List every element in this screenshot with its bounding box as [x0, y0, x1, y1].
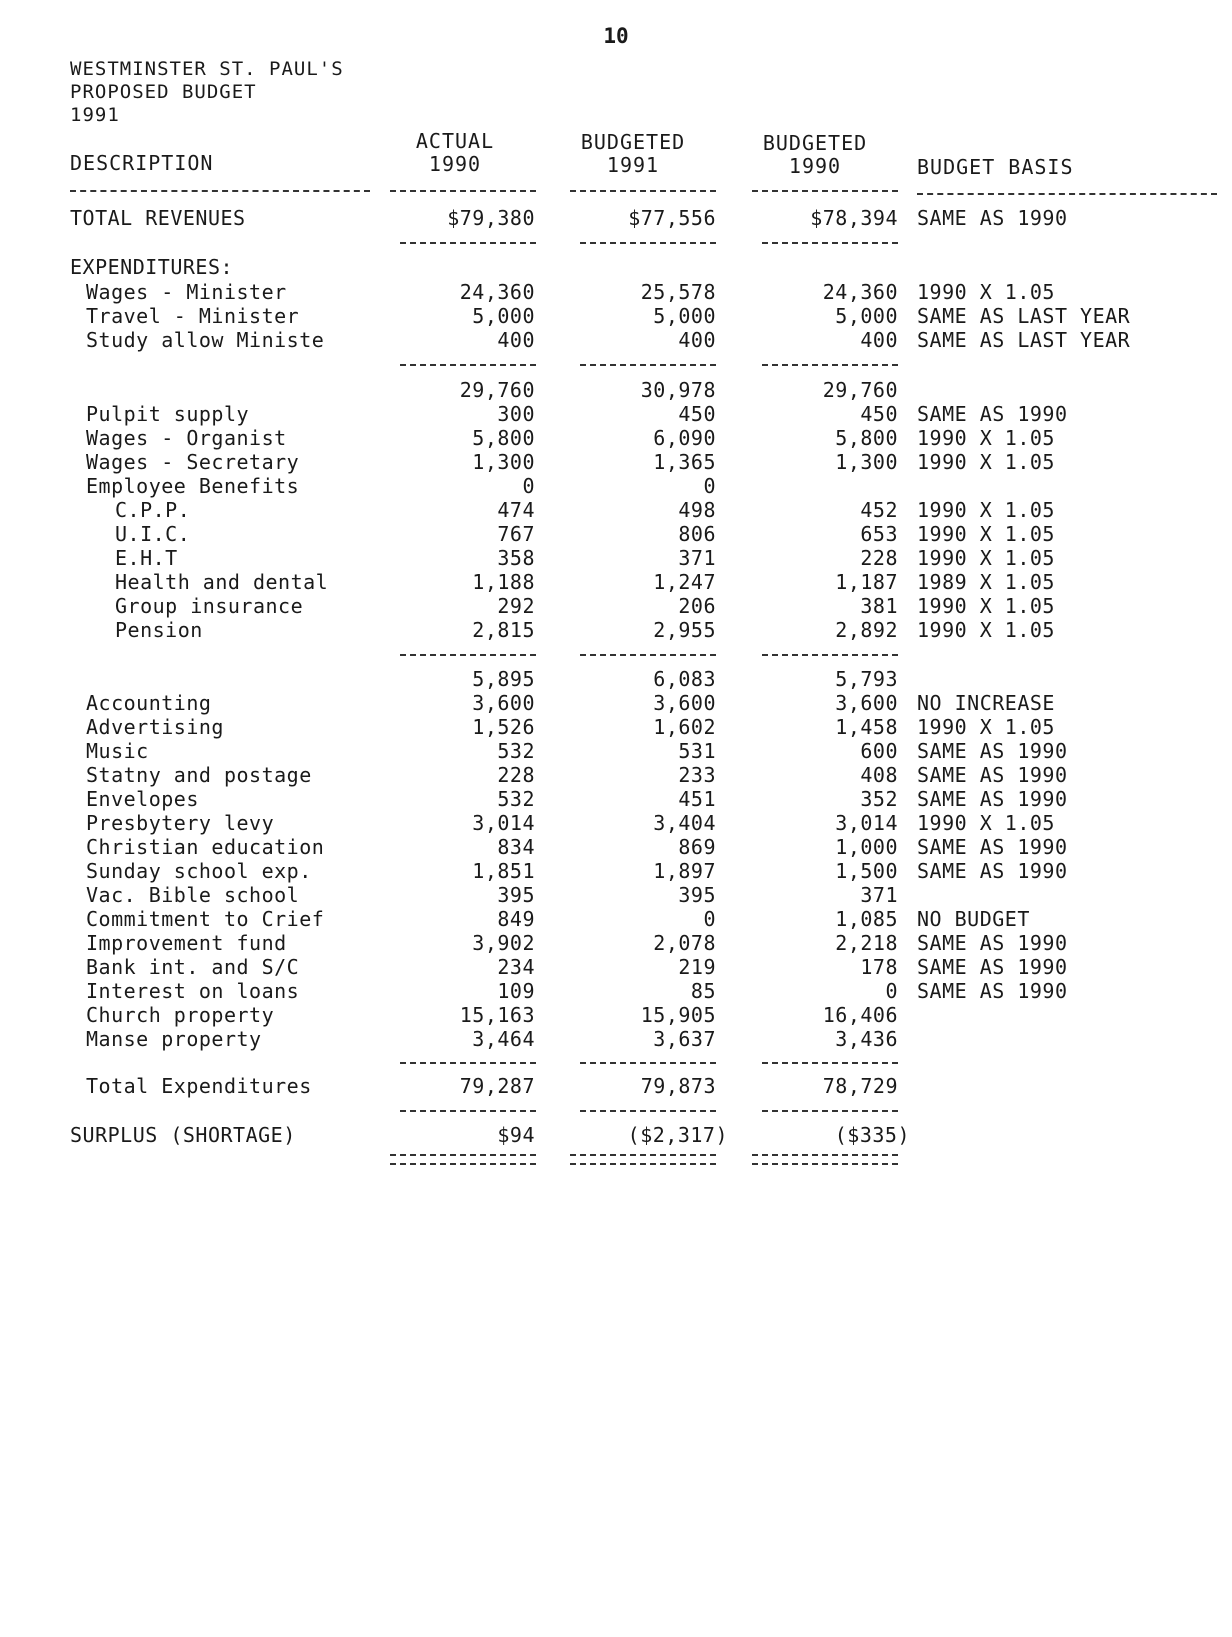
- table-row: [0, 594, 1232, 618]
- budget-basis: SAME AS LAST YEAR: [917, 328, 1131, 352]
- budget-basis: 1990 X 1.05: [917, 280, 1055, 304]
- row-description: E.H.T: [115, 546, 178, 570]
- budgeted-1990: 228: [860, 546, 898, 570]
- subtotal-rule: [400, 654, 536, 656]
- actual-1990: $94: [497, 1123, 535, 1147]
- actual-1990: 1,188: [472, 570, 535, 594]
- col-header-budgeted-1991-year: 1991: [606, 153, 660, 177]
- budgeted-1990: 16,406: [822, 1003, 898, 1027]
- budget-basis: 1990 X 1.05: [917, 594, 1055, 618]
- budget-basis: 1990 X 1.05: [917, 715, 1055, 739]
- surplus-row: [0, 1123, 1232, 1147]
- budgeted-1991: 869: [678, 835, 716, 859]
- table-row: [0, 570, 1232, 594]
- table-row: [0, 206, 1232, 230]
- table-row: [0, 835, 1232, 859]
- actual-1990: 1,300: [472, 450, 535, 474]
- budget-basis: SAME AS 1990: [917, 859, 1068, 883]
- budgeted-1990: 1,458: [835, 715, 898, 739]
- subtotal-rule: [762, 242, 898, 244]
- budgeted-1991: 15,905: [640, 1003, 716, 1027]
- budget-basis: SAME AS 1990: [917, 931, 1068, 955]
- budgeted-1991: 1,247: [653, 570, 716, 594]
- budgeted-1990: 653: [860, 522, 898, 546]
- table-row: [0, 546, 1232, 570]
- double-rule: [752, 1154, 898, 1165]
- budget-basis: SAME AS 1990: [917, 955, 1068, 979]
- table-row: [0, 955, 1232, 979]
- col-header-actual: ACTUAL: [415, 129, 495, 153]
- actual-1990: 5,895: [472, 667, 535, 691]
- row-description: Wages - Minister: [86, 280, 287, 304]
- budgeted-1990: 371: [860, 883, 898, 907]
- double-rule: [390, 1154, 536, 1165]
- budget-basis: NO BUDGET: [917, 907, 1030, 931]
- subtotal-rule: [580, 654, 716, 656]
- doc-title: PROPOSED BUDGET: [70, 81, 257, 103]
- budgeted-1990: 381: [860, 594, 898, 618]
- budget-basis: SAME AS 1990: [917, 787, 1068, 811]
- table-row: [0, 498, 1232, 522]
- actual-1990: 2,815: [472, 618, 535, 642]
- subtotal-rule: [400, 1110, 536, 1112]
- row-description: SURPLUS (SHORTAGE): [70, 1123, 296, 1147]
- budgeted-1991: 25,578: [640, 280, 716, 304]
- budgeted-1991: 400: [678, 328, 716, 352]
- table-row: [0, 763, 1232, 787]
- budgeted-1991: 3,404: [653, 811, 716, 835]
- actual-1990: $79,380: [447, 206, 535, 230]
- col-header-basis: BUDGET BASIS: [917, 155, 1074, 179]
- budgeted-1991: 3,600: [653, 691, 716, 715]
- actual-1990: 15,163: [459, 1003, 535, 1027]
- col-header-actual-year: 1990: [428, 152, 482, 176]
- budgeted-1991: 79,873: [640, 1074, 716, 1098]
- row-description: Improvement fund: [86, 931, 287, 955]
- header-rule: [570, 190, 716, 192]
- budgeted-1991: 6,083: [653, 667, 716, 691]
- table-row: [0, 859, 1232, 883]
- actual-1990: 834: [497, 835, 535, 859]
- budgeted-1990: 3,600: [835, 691, 898, 715]
- budgeted-1991: 2,078: [653, 931, 716, 955]
- subtotal-rule: [762, 364, 898, 366]
- row-description: Travel - Minister: [86, 304, 300, 328]
- table-row: [0, 618, 1232, 642]
- total-row: [0, 1074, 1232, 1098]
- budget-basis: 1990 X 1.05: [917, 522, 1055, 546]
- budgeted-1991: 6,090: [653, 426, 716, 450]
- row-description: Total Expenditures: [86, 1074, 312, 1098]
- row-description: Church property: [86, 1003, 275, 1027]
- budgeted-1990: 1,085: [835, 907, 898, 931]
- budgeted-1990: 400: [860, 328, 898, 352]
- table-row: [0, 450, 1232, 474]
- budgeted-1991: 451: [678, 787, 716, 811]
- col-header-budgeted-1990-year: 1990: [788, 154, 842, 178]
- subtotal-rule: [580, 1110, 716, 1112]
- actual-1990: 400: [497, 328, 535, 352]
- table-row: [0, 328, 1232, 352]
- col-header-budgeted-1991: BUDGETED: [580, 130, 686, 154]
- actual-1990: 767: [497, 522, 535, 546]
- budget-basis: 1990 X 1.05: [917, 546, 1055, 570]
- subtotal-rule: [580, 242, 716, 244]
- budgeted-1991: 206: [678, 594, 716, 618]
- budget-basis: SAME AS 1990: [917, 763, 1068, 787]
- table-row: [0, 715, 1232, 739]
- actual-1990: 5,000: [472, 304, 535, 328]
- budgeted-1990: 2,892: [835, 618, 898, 642]
- subtotal-rule: [762, 1062, 898, 1064]
- budgeted-1991: 233: [678, 763, 716, 787]
- table-row: [0, 402, 1232, 426]
- budget-basis: SAME AS 1990: [917, 206, 1068, 230]
- budgeted-1990: ($335): [834, 1123, 910, 1147]
- budgeted-1991: 450: [678, 402, 716, 426]
- subtotal-row: [0, 378, 1232, 402]
- budgeted-1991: 0: [703, 474, 716, 498]
- actual-1990: 1,526: [472, 715, 535, 739]
- budgeted-1990: 0: [885, 979, 898, 1003]
- subtotal-rule: [762, 1110, 898, 1112]
- row-description: Pension: [115, 618, 203, 642]
- row-description: Group insurance: [115, 594, 304, 618]
- budgeted-1990: 1,000: [835, 835, 898, 859]
- table-row: [0, 931, 1232, 955]
- budgeted-1991: ($2,317): [627, 1123, 728, 1147]
- double-rule: [570, 1154, 716, 1165]
- header-rule: [917, 193, 1217, 195]
- table-row: [0, 739, 1232, 763]
- budgeted-1990: $78,394: [810, 206, 898, 230]
- budgeted-1991: 1,897: [653, 859, 716, 883]
- subtotal-rule: [400, 1062, 536, 1064]
- subtotal-rule: [580, 364, 716, 366]
- row-description: TOTAL REVENUES: [70, 206, 246, 230]
- actual-1990: 3,014: [472, 811, 535, 835]
- page-number: 10: [603, 24, 629, 48]
- row-description: Envelopes: [86, 787, 199, 811]
- budgeted-1990: 3,436: [835, 1027, 898, 1051]
- table-row: [0, 691, 1232, 715]
- header-rule: [70, 190, 370, 192]
- actual-1990: 1,851: [472, 859, 535, 883]
- budgeted-1990: 29,760: [822, 378, 898, 402]
- subtotal-rule: [580, 1062, 716, 1064]
- table-row: [0, 522, 1232, 546]
- table-row: [0, 811, 1232, 835]
- budget-basis: 1989 X 1.05: [917, 570, 1055, 594]
- actual-1990: 228: [497, 763, 535, 787]
- budget-basis: SAME AS LAST YEAR: [917, 304, 1131, 328]
- table-row: [0, 304, 1232, 328]
- budgeted-1990: 1,300: [835, 450, 898, 474]
- org-name: WESTMINSTER ST. PAUL'S: [70, 58, 344, 80]
- row-description: Vac. Bible school: [86, 883, 300, 907]
- actual-1990: 532: [497, 787, 535, 811]
- actual-1990: 234: [497, 955, 535, 979]
- row-description: Employee Benefits: [86, 474, 300, 498]
- budgeted-1990: 450: [860, 402, 898, 426]
- table-row: [0, 883, 1232, 907]
- row-description: C.P.P.: [115, 498, 191, 522]
- budget-basis: NO INCREASE: [917, 691, 1055, 715]
- row-description: Pulpit supply: [86, 402, 250, 426]
- actual-1990: 0: [522, 474, 535, 498]
- row-description: Study allow Ministe: [86, 328, 325, 352]
- actual-1990: 3,600: [472, 691, 535, 715]
- budgeted-1991: 371: [678, 546, 716, 570]
- table-row: [0, 280, 1232, 304]
- row-description: Interest on loans: [86, 979, 300, 1003]
- subtotal-rule: [400, 242, 536, 244]
- budgeted-1991: 806: [678, 522, 716, 546]
- actual-1990: 292: [497, 594, 535, 618]
- budgeted-1990: 2,218: [835, 931, 898, 955]
- table-row: [0, 1027, 1232, 1051]
- actual-1990: 300: [497, 402, 535, 426]
- actual-1990: 79,287: [459, 1074, 535, 1098]
- table-row: [0, 907, 1232, 931]
- row-description: Wages - Secretary: [86, 450, 300, 474]
- budgeted-1991: 5,000: [653, 304, 716, 328]
- table-row: [0, 787, 1232, 811]
- actual-1990: 395: [497, 883, 535, 907]
- budgeted-1991: 0: [703, 907, 716, 931]
- actual-1990: 3,902: [472, 931, 535, 955]
- row-description: EXPENDITURES:: [70, 255, 234, 279]
- row-description: U.I.C.: [115, 522, 191, 546]
- row-description: Bank int. and S/C: [86, 955, 300, 979]
- budgeted-1990: 5,000: [835, 304, 898, 328]
- row-description: Health and dental: [115, 570, 329, 594]
- budgeted-1990: 24,360: [822, 280, 898, 304]
- budgeted-1991: 1,365: [653, 450, 716, 474]
- budgeted-1990: 5,793: [835, 667, 898, 691]
- budget-basis: 1990 X 1.05: [917, 618, 1055, 642]
- row-description: Commitment to Crief: [86, 907, 325, 931]
- subtotal-rule: [400, 364, 536, 366]
- budgeted-1990: 352: [860, 787, 898, 811]
- actual-1990: 358: [497, 546, 535, 570]
- budgeted-1990: 600: [860, 739, 898, 763]
- subtotal-row: [0, 667, 1232, 691]
- header-rule: [752, 190, 898, 192]
- table-row: [0, 474, 1232, 498]
- budgeted-1991: 2,955: [653, 618, 716, 642]
- budgeted-1991: 498: [678, 498, 716, 522]
- budgeted-1990: 1,500: [835, 859, 898, 883]
- budgeted-1990: 178: [860, 955, 898, 979]
- header-rule: [390, 190, 536, 192]
- table-row: [0, 426, 1232, 450]
- budget-basis: SAME AS 1990: [917, 835, 1068, 859]
- budgeted-1991: 30,978: [640, 378, 716, 402]
- col-header-budgeted-1990: BUDGETED: [762, 131, 868, 155]
- budget-basis: 1990 X 1.05: [917, 426, 1055, 450]
- actual-1990: 5,800: [472, 426, 535, 450]
- budgeted-1991: 395: [678, 883, 716, 907]
- row-description: Christian education: [86, 835, 325, 859]
- actual-1990: 29,760: [459, 378, 535, 402]
- subtotal-rule: [762, 654, 898, 656]
- budget-basis: SAME AS 1990: [917, 739, 1068, 763]
- budgeted-1990: 5,800: [835, 426, 898, 450]
- col-header-description: DESCRIPTION: [70, 151, 214, 175]
- row-description: Manse property: [86, 1027, 262, 1051]
- budget-basis: SAME AS 1990: [917, 402, 1068, 426]
- table-row: [0, 1003, 1232, 1027]
- budgeted-1991: 219: [678, 955, 716, 979]
- budget-basis: 1990 X 1.05: [917, 811, 1055, 835]
- row-description: Accounting: [86, 691, 212, 715]
- actual-1990: 474: [497, 498, 535, 522]
- budget-basis: 1990 X 1.05: [917, 450, 1055, 474]
- actual-1990: 532: [497, 739, 535, 763]
- budgeted-1991: 3,637: [653, 1027, 716, 1051]
- budgeted-1990: 1,187: [835, 570, 898, 594]
- budget-basis: SAME AS 1990: [917, 979, 1068, 1003]
- row-description: Sunday school exp.: [86, 859, 312, 883]
- row-description: Wages - Organist: [86, 426, 287, 450]
- actual-1990: 109: [497, 979, 535, 1003]
- actual-1990: 849: [497, 907, 535, 931]
- row-description: Statny and postage: [86, 763, 312, 787]
- budgeted-1991: $77,556: [628, 206, 716, 230]
- budgeted-1990: 452: [860, 498, 898, 522]
- budgeted-1990: 3,014: [835, 811, 898, 835]
- budgeted-1990: 78,729: [822, 1074, 898, 1098]
- table-row: [0, 979, 1232, 1003]
- row-description: Music: [86, 739, 149, 763]
- budgeted-1991: 85: [690, 979, 716, 1003]
- section-heading: [0, 255, 1232, 279]
- doc-year: 1991: [70, 104, 120, 126]
- budgeted-1990: 408: [860, 763, 898, 787]
- budgeted-1991: 1,602: [653, 715, 716, 739]
- budgeted-1991: 531: [678, 739, 716, 763]
- actual-1990: 24,360: [459, 280, 535, 304]
- row-description: Advertising: [86, 715, 224, 739]
- actual-1990: 3,464: [472, 1027, 535, 1051]
- row-description: Presbytery levy: [86, 811, 275, 835]
- budget-basis: 1990 X 1.05: [917, 498, 1055, 522]
